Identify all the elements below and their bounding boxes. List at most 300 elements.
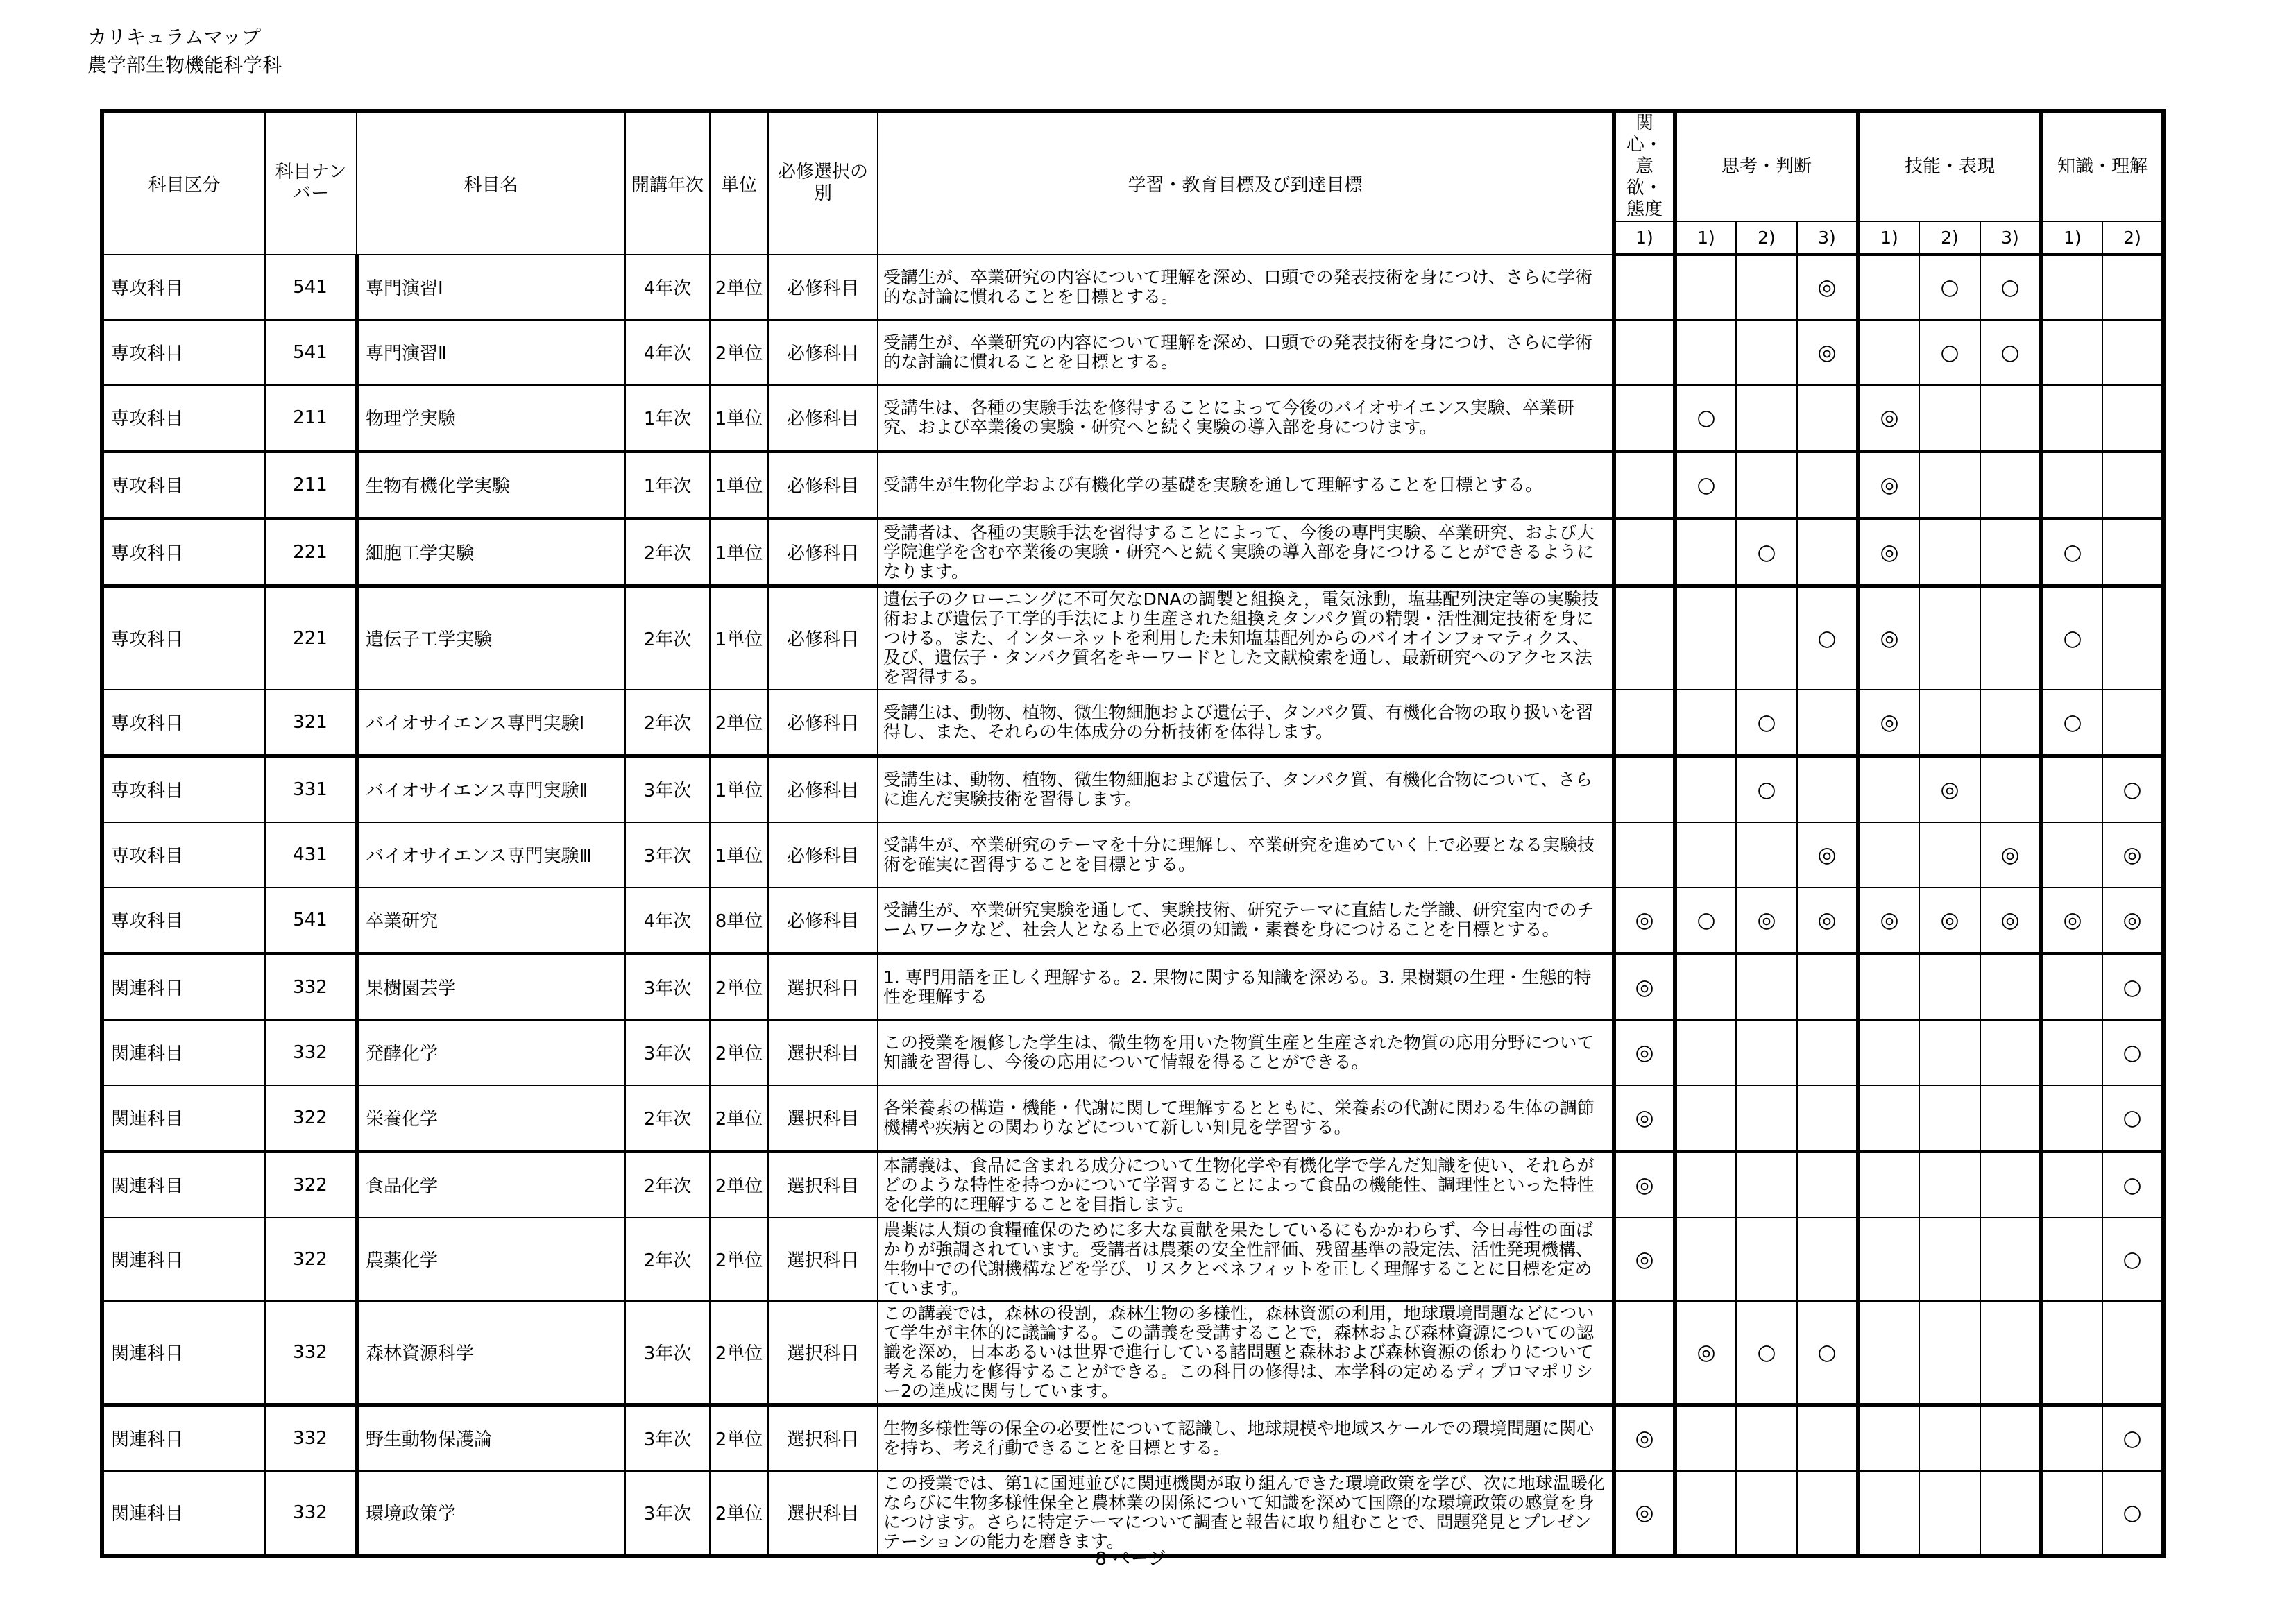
mark-skill-3: ◎	[1980, 822, 2041, 887]
header-sub-knowledge-2: 2)	[2102, 221, 2163, 255]
table-row	[102, 1218, 2163, 1301]
course-year: 4年次	[625, 887, 710, 954]
mark-thinking-1	[1675, 1218, 1736, 1301]
course-category: 専攻科目	[102, 255, 265, 320]
table-row	[102, 756, 2163, 822]
course-goal: 受講生が、卒業研究の内容について理解を深め、口頭での発表技術を身につけ、さらに学術的な討論に慣れることを目標とする。	[878, 320, 1614, 385]
mark-skill-3: ○	[1980, 320, 2041, 385]
course-name: 森林資源科学	[357, 1301, 625, 1405]
mark-skill-2	[1919, 451, 1980, 518]
mark-thinking-1	[1675, 586, 1736, 690]
mark-skill-1: ◎	[1858, 586, 1919, 690]
course-number: 322	[265, 1218, 357, 1301]
mark-knowledge-2	[2102, 451, 2163, 518]
mark-skill-1	[1858, 255, 1919, 320]
course-name: 専門演習Ⅱ	[357, 320, 625, 385]
mark-interest-1: ◎	[1614, 953, 1675, 1020]
mark-knowledge-2	[2102, 1301, 2163, 1405]
mark-knowledge-1	[2041, 1301, 2102, 1405]
course-goal: 受講生が生物化学および有機化学の基礎を実験を通して理解することを目標とする。	[878, 451, 1614, 518]
course-number: 211	[265, 385, 357, 452]
mark-thinking-2	[1736, 255, 1797, 320]
table-row	[102, 518, 2163, 586]
course-number: 332	[265, 953, 357, 1020]
table-row	[102, 255, 2163, 320]
course-goal: 農薬は人類の食糧確保のために多大な貢献を果たしているにもかかわらず、今日毒性の面ばかりが強調されています。受講者は農薬の安全性評価、残留基準の設定法、活性発現機構、生物中での代謝機構などを学び、リスクとベネフィットを正しく理解することに目標を定めています。	[878, 1218, 1614, 1301]
header-sub-skill-1: 1)	[1858, 221, 1919, 255]
mark-knowledge-2: ○	[2102, 1404, 2163, 1471]
mark-skill-3	[1980, 1085, 2041, 1152]
mark-knowledge-1	[2041, 1218, 2102, 1301]
curriculum-table-body	[102, 255, 2163, 1556]
header-sub-thinking-2: 2)	[1736, 221, 1797, 255]
course-credits: 2単位	[710, 1301, 768, 1405]
mark-knowledge-1	[2041, 255, 2102, 320]
mark-skill-3	[1980, 1404, 2041, 1471]
mark-knowledge-2: ○	[2102, 953, 2163, 1020]
course-credits: 2単位	[710, 1085, 768, 1152]
mark-interest-1	[1614, 451, 1675, 518]
mark-knowledge-1	[2041, 451, 2102, 518]
header-credits: 単位	[710, 111, 768, 255]
mark-skill-1	[1858, 1151, 1919, 1218]
course-goal: 受講生は、動物、植物、微生物細胞および遺伝子、タンパク質、有機化合物について、さらに進んだ実験技術を習得します。	[878, 756, 1614, 822]
course-goal: 1. 専門用語を正しく理解する。2. 果物に関する知識を深める。3. 果樹類の生理・生態的特性を理解する	[878, 953, 1614, 1020]
course-credits: 2単位	[710, 1020, 768, 1085]
mark-thinking-2: ○	[1736, 690, 1797, 756]
course-name: 環境政策学	[357, 1471, 625, 1556]
mark-interest-1: ◎	[1614, 1020, 1675, 1085]
course-year: 2年次	[625, 586, 710, 690]
mark-knowledge-1: ○	[2041, 586, 2102, 690]
course-number: 541	[265, 255, 357, 320]
mark-skill-1: ◎	[1858, 518, 1919, 586]
course-number: 332	[265, 1471, 357, 1556]
mark-interest-1	[1614, 822, 1675, 887]
mark-skill-2: ◎	[1919, 756, 1980, 822]
course-credits: 2単位	[710, 953, 768, 1020]
header-sub-skill-2: 2)	[1919, 221, 1980, 255]
course-category: 専攻科目	[102, 756, 265, 822]
mark-thinking-3	[1797, 756, 1858, 822]
mark-knowledge-2: ○	[2102, 1218, 2163, 1301]
course-goal: 遺伝子のクローニングに不可欠なDNAの調製と組換え，電気泳動，塩基配列決定等の実験技術および遺伝子工学的手法により生産された組換えタンパク質の精製・活性測定技術を身につける。また、インターネットを利用した未知塩基配列からのバイオインフォマティクス、及び、遺伝子・タンパク質名をキーワードとした文献検索を通し、最新研究へのアクセス法を習得する。	[878, 586, 1614, 690]
mark-skill-3	[1980, 518, 2041, 586]
course-requirement: 必修科目	[768, 320, 878, 385]
course-category: 専攻科目	[102, 451, 265, 518]
course-year: 4年次	[625, 255, 710, 320]
course-credits: 1単位	[710, 451, 768, 518]
table-row	[102, 385, 2163, 452]
course-year: 3年次	[625, 1020, 710, 1085]
course-requirement: 必修科目	[768, 756, 878, 822]
table-row	[102, 822, 2163, 887]
course-number: 541	[265, 320, 357, 385]
header-row-groups	[102, 111, 2163, 221]
mark-thinking-2	[1736, 451, 1797, 518]
course-credits: 2単位	[710, 1471, 768, 1556]
mark-knowledge-1	[2041, 1471, 2102, 1556]
mark-interest-1	[1614, 385, 1675, 452]
header-group-interest: 関心・意欲・態度	[1614, 111, 1675, 221]
mark-knowledge-1: ○	[2041, 518, 2102, 586]
mark-thinking-2	[1736, 1218, 1797, 1301]
course-requirement: 選択科目	[768, 1471, 878, 1556]
course-goal: この授業を履修した学生は、微生物を用いた物質生産と生産された物質の応用分野について知識を習得し、今後の応用について情報を得ることができる。	[878, 1020, 1614, 1085]
mark-thinking-3: ◎	[1797, 255, 1858, 320]
course-year: 2年次	[625, 1085, 710, 1152]
table-row	[102, 1151, 2163, 1218]
mark-interest-1	[1614, 756, 1675, 822]
course-category: 関連科目	[102, 953, 265, 1020]
mark-knowledge-2: ○	[2102, 1151, 2163, 1218]
course-name: 卒業研究	[357, 887, 625, 954]
mark-interest-1: ◎	[1614, 1151, 1675, 1218]
mark-skill-2	[1919, 1020, 1980, 1085]
course-number: 331	[265, 756, 357, 822]
course-number: 332	[265, 1404, 357, 1471]
mark-knowledge-1	[2041, 756, 2102, 822]
course-category: 専攻科目	[102, 586, 265, 690]
mark-thinking-2	[1736, 1020, 1797, 1085]
course-category: 専攻科目	[102, 690, 265, 756]
table-row	[102, 1471, 2163, 1556]
mark-thinking-2: ○	[1736, 1301, 1797, 1405]
course-number: 332	[265, 1301, 357, 1405]
mark-thinking-1: ◎	[1675, 1301, 1736, 1405]
course-goal: 受講生が、卒業研究のテーマを十分に理解し、卒業研究を進めていく上で必要となる実験技術を確実に習得することを目標とする。	[878, 822, 1614, 887]
mark-skill-3	[1980, 953, 2041, 1020]
mark-thinking-1	[1675, 822, 1736, 887]
mark-skill-3	[1980, 586, 2041, 690]
course-name: 農薬化学	[357, 1218, 625, 1301]
mark-thinking-1	[1675, 690, 1736, 756]
mark-skill-3: ○	[1980, 255, 2041, 320]
mark-knowledge-2	[2102, 586, 2163, 690]
course-name: バイオサイエンス専門実験Ⅲ	[357, 822, 625, 887]
course-requirement: 必修科目	[768, 586, 878, 690]
mark-thinking-1	[1675, 1085, 1736, 1152]
mark-thinking-3	[1797, 690, 1858, 756]
mark-thinking-1	[1675, 1404, 1736, 1471]
course-year: 2年次	[625, 1218, 710, 1301]
mark-thinking-3	[1797, 385, 1858, 452]
mark-knowledge-2	[2102, 518, 2163, 586]
course-requirement: 選択科目	[768, 953, 878, 1020]
mark-thinking-1	[1675, 953, 1736, 1020]
department-subtitle: 農学部生物機能科学科	[87, 53, 282, 76]
course-credits: 2単位	[710, 255, 768, 320]
mark-thinking-2	[1736, 385, 1797, 452]
course-requirement: 選択科目	[768, 1301, 878, 1405]
mark-interest-1: ◎	[1614, 1471, 1675, 1556]
mark-thinking-2: ◎	[1736, 887, 1797, 954]
mark-thinking-3	[1797, 1471, 1858, 1556]
course-number: 322	[265, 1151, 357, 1218]
course-name: バイオサイエンス専門実験Ⅱ	[357, 756, 625, 822]
mark-thinking-3	[1797, 1151, 1858, 1218]
table-row	[102, 953, 2163, 1020]
header-year: 開講年次	[625, 111, 710, 255]
course-number: 221	[265, 586, 357, 690]
course-category: 専攻科目	[102, 887, 265, 954]
page-number: 8 ページ	[1095, 1549, 1166, 1570]
course-requirement: 必修科目	[768, 385, 878, 452]
course-goal: 各栄養素の構造・機能・代謝に関して理解するとともに、栄養素の代謝に関わる生体の調節機構や疾病との関わりなどについて新しい知見を学習する。	[878, 1085, 1614, 1152]
mark-knowledge-2: ○	[2102, 756, 2163, 822]
mark-skill-1: ◎	[1858, 690, 1919, 756]
course-number: 321	[265, 690, 357, 756]
mark-thinking-1	[1675, 255, 1736, 320]
mark-knowledge-1	[2041, 953, 2102, 1020]
table-row	[102, 451, 2163, 518]
mark-knowledge-2	[2102, 320, 2163, 385]
table-row	[102, 1404, 2163, 1471]
course-requirement: 選択科目	[768, 1020, 878, 1085]
course-year: 3年次	[625, 1301, 710, 1405]
course-credits: 1単位	[710, 756, 768, 822]
mark-thinking-3: ○	[1797, 586, 1858, 690]
mark-skill-1	[1858, 1404, 1919, 1471]
course-number: 541	[265, 887, 357, 954]
mark-thinking-3	[1797, 953, 1858, 1020]
course-name: 発酵化学	[357, 1020, 625, 1085]
course-name: 果樹園芸学	[357, 953, 625, 1020]
mark-skill-2	[1919, 586, 1980, 690]
course-requirement: 必修科目	[768, 451, 878, 518]
mark-skill-1	[1858, 1301, 1919, 1405]
course-credits: 1単位	[710, 385, 768, 452]
mark-skill-2: ○	[1919, 320, 1980, 385]
course-category: 関連科目	[102, 1301, 265, 1405]
mark-skill-1	[1858, 1020, 1919, 1085]
mark-thinking-1	[1675, 756, 1736, 822]
mark-thinking-2: ○	[1736, 756, 1797, 822]
table-row	[102, 887, 2163, 954]
mark-thinking-1	[1675, 320, 1736, 385]
mark-thinking-3	[1797, 1020, 1858, 1085]
course-credits: 2単位	[710, 690, 768, 756]
course-number: 211	[265, 451, 357, 518]
course-requirement: 必修科目	[768, 887, 878, 954]
mark-thinking-2	[1736, 1085, 1797, 1152]
mark-thinking-3: ◎	[1797, 320, 1858, 385]
course-category: 関連科目	[102, 1085, 265, 1152]
mark-skill-3	[1980, 1218, 2041, 1301]
mark-thinking-1	[1675, 1471, 1736, 1556]
mark-skill-2	[1919, 953, 1980, 1020]
mark-knowledge-2: ◎	[2102, 887, 2163, 954]
mark-thinking-3	[1797, 451, 1858, 518]
mark-knowledge-1	[2041, 1151, 2102, 1218]
table-row	[102, 1301, 2163, 1405]
course-category: 関連科目	[102, 1471, 265, 1556]
mark-thinking-1: ○	[1675, 385, 1736, 452]
course-year: 3年次	[625, 1404, 710, 1471]
course-number: 431	[265, 822, 357, 887]
mark-skill-2	[1919, 1151, 1980, 1218]
course-category: 専攻科目	[102, 385, 265, 452]
course-name: 栄養化学	[357, 1085, 625, 1152]
mark-skill-3	[1980, 690, 2041, 756]
mark-skill-1	[1858, 320, 1919, 385]
course-year: 4年次	[625, 320, 710, 385]
curriculum-table	[100, 109, 2166, 1558]
header-sub-thinking-3: 3)	[1797, 221, 1858, 255]
mark-skill-2	[1919, 690, 1980, 756]
mark-thinking-2	[1736, 586, 1797, 690]
mark-knowledge-1	[2041, 320, 2102, 385]
course-category: 関連科目	[102, 1218, 265, 1301]
mark-thinking-3: ◎	[1797, 822, 1858, 887]
course-goal: 生物多様性等の保全の必要性について認識し、地球規模や地域スケールでの環境問題に関心を持ち、考え行動できることを目標とする。	[878, 1404, 1614, 1471]
mark-knowledge-2	[2102, 690, 2163, 756]
mark-thinking-1	[1675, 518, 1736, 586]
mark-thinking-2	[1736, 953, 1797, 1020]
course-name: 野生動物保護論	[357, 1404, 625, 1471]
mark-skill-2	[1919, 1301, 1980, 1405]
header-category: 科目区分	[102, 111, 265, 255]
document-title: カリキュラムマップ	[87, 26, 262, 49]
course-year: 3年次	[625, 756, 710, 822]
mark-thinking-3	[1797, 1404, 1858, 1471]
mark-interest-1: ◎	[1614, 1085, 1675, 1152]
course-category: 専攻科目	[102, 822, 265, 887]
mark-skill-1	[1858, 1085, 1919, 1152]
course-requirement: 選択科目	[768, 1404, 878, 1471]
course-goal: 受講生は、各種の実験手法を修得することによって今後のバイオサイエンス実験、卒業研究、および卒業後の実験・研究へと続く実験の導入部を身につけます。	[878, 385, 1614, 452]
table-row	[102, 320, 2163, 385]
mark-knowledge-2	[2102, 255, 2163, 320]
mark-interest-1	[1614, 255, 1675, 320]
mark-skill-1	[1858, 822, 1919, 887]
mark-skill-2	[1919, 385, 1980, 452]
mark-knowledge-1	[2041, 1020, 2102, 1085]
mark-skill-2: ◎	[1919, 887, 1980, 954]
mark-skill-1	[1858, 1471, 1919, 1556]
mark-interest-1	[1614, 320, 1675, 385]
course-requirement: 選択科目	[768, 1151, 878, 1218]
course-requirement: 選択科目	[768, 1218, 878, 1301]
course-goal: 本講義は、食品に含まれる成分について生物化学や有機化学で学んだ知識を使い、それらがどのような特性を持つかについて学習することによって食品の機能性、調理性といった特性を化学的に理解することを目指します。	[878, 1151, 1614, 1218]
course-goal: 受講生が、卒業研究実験を通して、実験技術、研究テーマに直結した学識、研究室内でのチームワークなど、社会人となる上で必須の知識・素養を身につけることを目標とする。	[878, 887, 1614, 954]
mark-interest-1	[1614, 1301, 1675, 1405]
course-year: 3年次	[625, 822, 710, 887]
course-credits: 2単位	[710, 320, 768, 385]
mark-skill-2	[1919, 1085, 1980, 1152]
header-sub-knowledge-1: 1)	[2041, 221, 2102, 255]
course-year: 1年次	[625, 385, 710, 452]
mark-knowledge-2: ○	[2102, 1085, 2163, 1152]
mark-knowledge-1	[2041, 385, 2102, 452]
mark-interest-1: ◎	[1614, 1404, 1675, 1471]
mark-knowledge-2: ◎	[2102, 822, 2163, 887]
course-name: バイオサイエンス専門実験Ⅰ	[357, 690, 625, 756]
mark-skill-3	[1980, 1151, 2041, 1218]
course-credits: 2単位	[710, 1218, 768, 1301]
course-name: 専門演習Ⅰ	[357, 255, 625, 320]
mark-skill-1: ◎	[1858, 451, 1919, 518]
header-group-knowledge: 知識・理解	[2041, 111, 2163, 221]
mark-thinking-2	[1736, 320, 1797, 385]
document-title-block	[87, 24, 282, 79]
course-year: 1年次	[625, 451, 710, 518]
course-goal: この講義では，森林の役割，森林生物の多様性，森林資源の利用，地球環境問題などについて学生が主体的に議論する。この講義を受講することで，森林および森林資源についての認識を深め，日本あるいは世界で進行している諸問題と森林および森林資源の係わりについて考える能力を修得することができる。この科目の修得は、本学科の定めるディプロマポリシー2の達成に関与しています。	[878, 1301, 1614, 1405]
course-number: 332	[265, 1020, 357, 1085]
mark-skill-3	[1980, 385, 2041, 452]
mark-thinking-1: ○	[1675, 451, 1736, 518]
mark-skill-1	[1858, 756, 1919, 822]
header-sub-thinking-1: 1)	[1675, 221, 1736, 255]
mark-skill-1: ◎	[1858, 385, 1919, 452]
mark-knowledge-1	[2041, 1085, 2102, 1152]
course-credits: 2単位	[710, 1151, 768, 1218]
header-group-skill: 技能・表現	[1858, 111, 2041, 221]
mark-thinking-3	[1797, 1218, 1858, 1301]
header-goals: 学習・教育目標及び到達目標	[878, 111, 1614, 255]
mark-thinking-3: ○	[1797, 1301, 1858, 1405]
course-requirement: 必修科目	[768, 822, 878, 887]
course-year: 3年次	[625, 1471, 710, 1556]
course-name: 食品化学	[357, 1151, 625, 1218]
course-credits: 2単位	[710, 1404, 768, 1471]
mark-skill-3	[1980, 756, 2041, 822]
course-name: 物理学実験	[357, 385, 625, 452]
mark-interest-1	[1614, 690, 1675, 756]
mark-thinking-2: ○	[1736, 518, 1797, 586]
mark-thinking-1	[1675, 1151, 1736, 1218]
course-requirement: 必修科目	[768, 255, 878, 320]
course-category: 関連科目	[102, 1151, 265, 1218]
header-course-number: 科目ナンバー	[265, 111, 357, 255]
mark-knowledge-1: ○	[2041, 690, 2102, 756]
mark-skill-2: ○	[1919, 255, 1980, 320]
course-credits: 8単位	[710, 887, 768, 954]
course-goal: 受講生は、動物、植物、微生物細胞および遺伝子、タンパク質、有機化合物の取り扱いを習得し、また、それらの生体成分の分析技術を体得します。	[878, 690, 1614, 756]
mark-skill-2	[1919, 822, 1980, 887]
mark-thinking-2	[1736, 1404, 1797, 1471]
mark-knowledge-2	[2102, 385, 2163, 452]
course-requirement: 選択科目	[768, 1085, 878, 1152]
mark-skill-1	[1858, 953, 1919, 1020]
header-sub-skill-3: 3)	[1980, 221, 2041, 255]
course-year: 2年次	[625, 518, 710, 586]
mark-skill-3	[1980, 1020, 2041, 1085]
mark-interest-1: ◎	[1614, 887, 1675, 954]
mark-thinking-2	[1736, 822, 1797, 887]
course-requirement: 必修科目	[768, 690, 878, 756]
course-goal: 受講生が、卒業研究の内容について理解を深め、口頭での発表技術を身につけ、さらに学術的な討論に慣れることを目標とする。	[878, 255, 1614, 320]
mark-skill-2	[1919, 1471, 1980, 1556]
mark-knowledge-1	[2041, 822, 2102, 887]
mark-skill-1: ◎	[1858, 887, 1919, 954]
course-credits: 1単位	[710, 518, 768, 586]
table-row	[102, 586, 2163, 690]
course-category: 専攻科目	[102, 320, 265, 385]
course-credits: 1単位	[710, 586, 768, 690]
mark-thinking-1: ○	[1675, 887, 1736, 954]
course-year: 2年次	[625, 690, 710, 756]
header-sub-interest-1: 1)	[1614, 221, 1675, 255]
course-category: 関連科目	[102, 1404, 265, 1471]
course-category: 専攻科目	[102, 518, 265, 586]
mark-thinking-1	[1675, 1020, 1736, 1085]
course-credits: 1単位	[710, 822, 768, 887]
course-year: 3年次	[625, 953, 710, 1020]
course-number: 221	[265, 518, 357, 586]
mark-interest-1	[1614, 518, 1675, 586]
mark-knowledge-1	[2041, 1404, 2102, 1471]
